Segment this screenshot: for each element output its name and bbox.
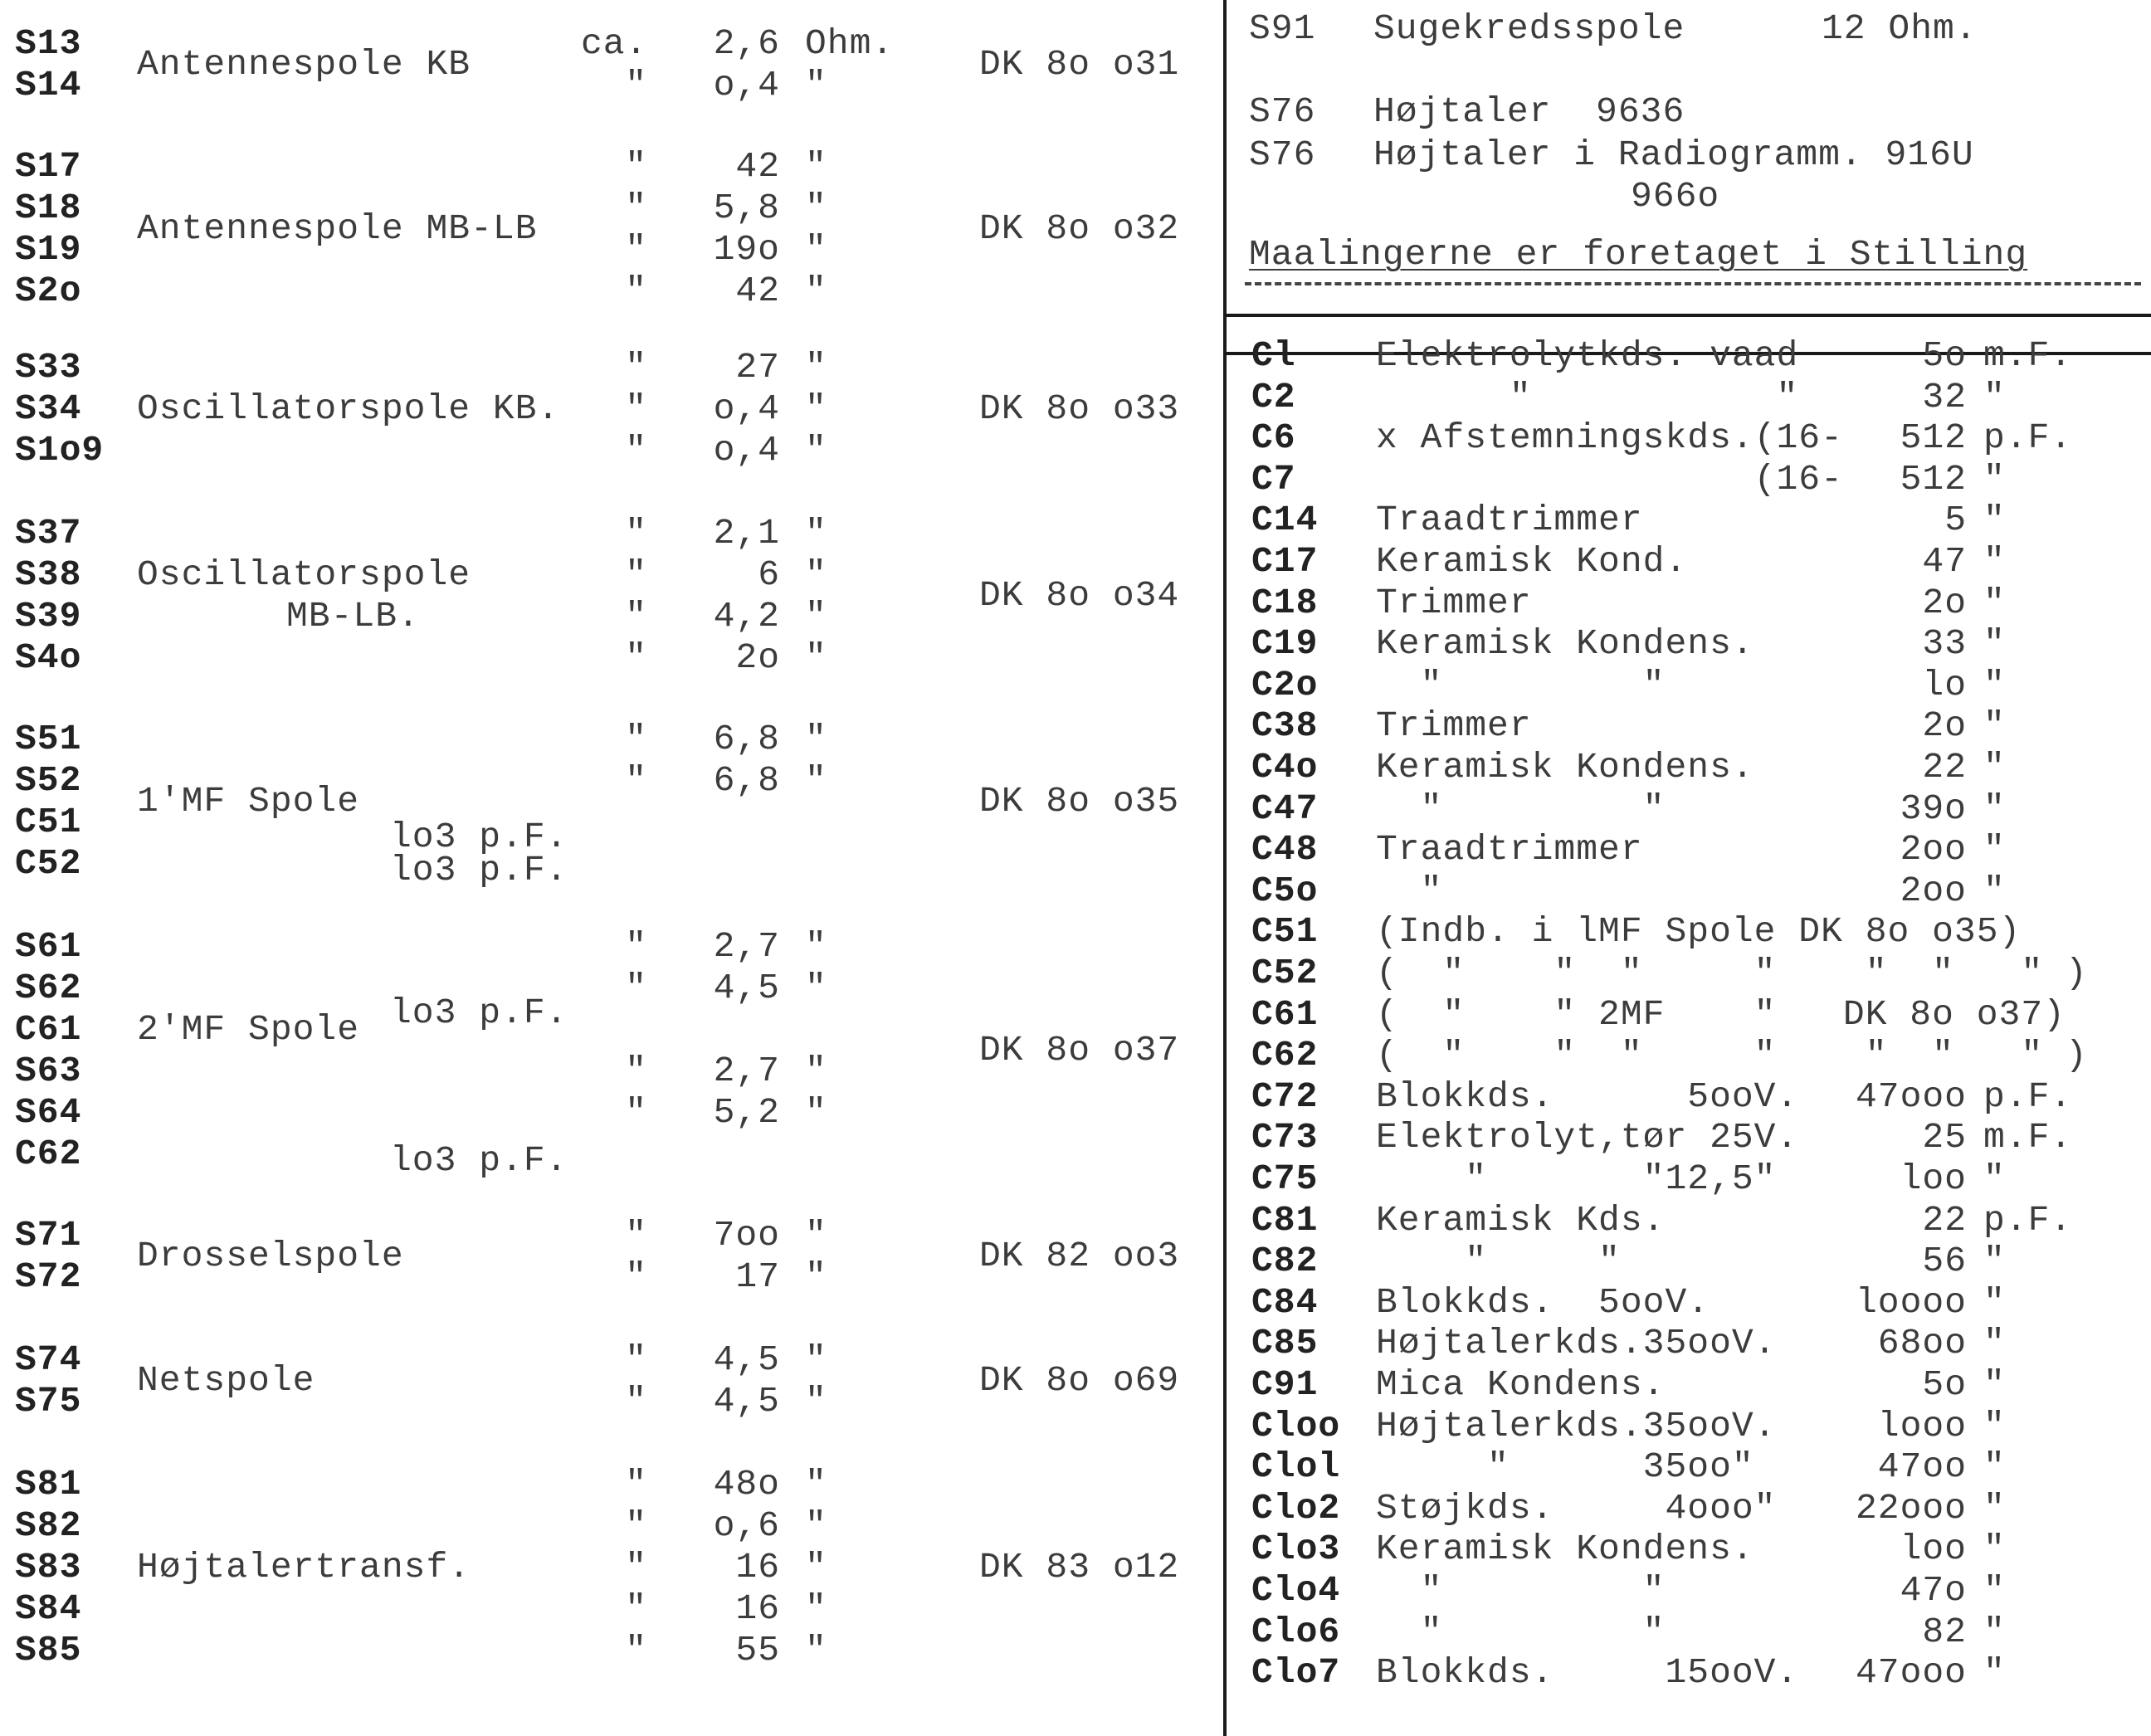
cap-unit: ": [1983, 376, 2006, 417]
cap-desc: ( " " 2MF " DK 8o o37): [1376, 993, 2066, 1035]
coil-name: Antennespole MB-LB: [137, 208, 538, 249]
cap-code: Clol: [1251, 1446, 1341, 1488]
coil-part-number: DK 8o o69: [979, 1360, 1180, 1401]
cap-desc: (Indb. i lMF Spole DK 8o o35): [1376, 911, 2022, 953]
cap-unit: ": [1983, 458, 2006, 500]
coil-value: 5,2: [713, 1092, 780, 1133]
s91-code: S91: [1249, 8, 1316, 49]
cap-unit: ": [1983, 870, 2006, 911]
cap-unit: ": [1983, 788, 2006, 829]
cap-value: 2oo: [1900, 870, 1967, 911]
coil-unit: ": [805, 637, 827, 678]
coil-value: 19o: [713, 229, 780, 270]
cap-code: C91: [1251, 1364, 1319, 1405]
cap-desc: Højtalerkds.35ooV.: [1376, 1323, 1777, 1364]
cap-desc: Traadtrimmer: [1376, 829, 1643, 870]
cap-unit: ": [1983, 829, 2006, 870]
cap-code: Cl: [1251, 335, 1296, 376]
coil-ditto: ": [625, 1339, 647, 1380]
note-dashed-underline: [1245, 282, 2141, 285]
coil-value: 4,5: [713, 1339, 780, 1380]
coil-code: S63: [15, 1051, 82, 1091]
cap-desc: Elektrolyt,tør 25V.: [1376, 1117, 1799, 1158]
cap-value: loooo: [1855, 1281, 1967, 1323]
coil-unit: ": [805, 146, 827, 187]
cap-unit: ": [1983, 1446, 2006, 1488]
cap-desc: " ": [1376, 1241, 1621, 1282]
vertical-divider: [1223, 0, 1227, 1736]
coil-ditto: ": [625, 926, 647, 967]
cap-code: C84: [1251, 1281, 1319, 1323]
cap-value: 22ooo: [1855, 1487, 1967, 1529]
cap-unit: ": [1983, 705, 2006, 747]
coil-unit: ": [805, 1381, 827, 1421]
cap-code: C2: [1251, 376, 1296, 417]
coil-name: 1'MF Spole: [137, 781, 360, 822]
coil-part-number: DK 83 o12: [979, 1547, 1180, 1587]
coil-ditto: ": [625, 596, 647, 636]
cap-desc: Trimmer: [1376, 582, 1532, 623]
cap-code: C7: [1251, 458, 1296, 500]
coil-ditto: ": [625, 1256, 647, 1297]
coil-code: S52: [15, 760, 82, 801]
coil-part-number: DK 8o o32: [979, 208, 1180, 249]
cap-unit: p.F.: [1983, 417, 2073, 459]
cap-value: 47: [1922, 541, 1967, 582]
coil-code: C62: [15, 1134, 82, 1174]
coil-ditto: ": [625, 1051, 647, 1091]
cap-value: 47o: [1900, 1570, 1967, 1611]
s91-value: 12 Ohm.: [1822, 8, 1978, 49]
s76a-text: Højtaler 9636: [1373, 91, 1685, 132]
cap-value: looo: [1877, 1405, 1967, 1446]
cap-desc: Blokkds. 15ooV.: [1376, 1652, 1799, 1694]
coil-code: S37: [15, 513, 82, 553]
coil-ditto: ": [625, 1381, 647, 1421]
cap-unit: ": [1983, 1281, 2006, 1323]
coil-ditto: ": [625, 146, 647, 187]
coil-ditto: ": [625, 719, 647, 759]
coil-ditto: ca.: [581, 23, 648, 64]
coil-cap-2: lo3 p.F.: [390, 1140, 568, 1181]
cap-desc: " 35oo": [1376, 1446, 1754, 1488]
coil-unit: ": [805, 1588, 827, 1629]
cap-code: C17: [1251, 541, 1319, 582]
cap-unit: ": [1983, 1652, 2006, 1694]
cap-unit: ": [1983, 664, 2006, 705]
cap-desc: Blokkds. 5ooV.: [1376, 1075, 1799, 1117]
cap-value: 47ooo: [1855, 1652, 1967, 1694]
cap-unit: ": [1983, 500, 2006, 541]
coil-value: 6: [758, 554, 780, 595]
cap-code: C52: [1251, 953, 1319, 993]
measurement-note: Maalingerne er foretaget i Stilling: [1249, 234, 2028, 275]
cap-value: 2o: [1922, 582, 1967, 623]
cap-desc: Keramisk Kds.: [1376, 1199, 1666, 1241]
coil-ditto: ": [625, 271, 647, 311]
coil-value: 55: [735, 1630, 780, 1670]
cap-code: C51: [1251, 911, 1319, 953]
coil-unit: ": [805, 188, 827, 228]
cap-code: C4o: [1251, 747, 1319, 788]
coil-part-number: DK 8o o35: [979, 781, 1180, 822]
cap-desc: Keramisk Kondens.: [1376, 1529, 1754, 1570]
cap-value: 5: [1944, 500, 1967, 541]
coil-value: 42: [735, 146, 780, 187]
coil-code: S38: [15, 554, 82, 595]
coil-code: S71: [15, 1215, 82, 1256]
coil-ditto: ": [625, 1547, 647, 1587]
coil-ditto: ": [625, 430, 647, 471]
cap-unit: p.F.: [1983, 1075, 2073, 1117]
coil-value: 48o: [713, 1464, 780, 1504]
cap-value: loo: [1900, 1529, 1967, 1570]
cap-value: loo: [1900, 1158, 1967, 1199]
cap-code: C19: [1251, 623, 1319, 665]
cap-desc: " ": [1376, 788, 1666, 829]
cap-desc: x Afstemningskds.(16-: [1376, 417, 1843, 459]
cap-unit: m.F.: [1983, 335, 2073, 376]
cap-code: Clo7: [1251, 1652, 1341, 1694]
coil-unit: ": [805, 554, 827, 595]
coil-code: S61: [15, 926, 82, 967]
cap-unit: ": [1983, 1487, 2006, 1529]
cap-desc: Trimmer: [1376, 705, 1532, 747]
cap-unit: ": [1983, 1570, 2006, 1611]
coil-code: S62: [15, 968, 82, 1008]
coil-ditto: ": [625, 1215, 647, 1256]
coil-unit: ": [805, 968, 827, 1008]
cap-value: 512: [1900, 458, 1967, 500]
cap-value: 2oo: [1900, 829, 1967, 870]
coil-code: S72: [15, 1256, 82, 1297]
cap-value: 39o: [1900, 788, 1967, 829]
cap-code: Clo4: [1251, 1570, 1341, 1611]
cap-value: 68oo: [1877, 1323, 1967, 1364]
coil-code: C61: [15, 1009, 82, 1050]
cap-value: 32: [1922, 376, 1967, 417]
coil-ditto: ": [625, 1588, 647, 1629]
coil-name: Oscillatorspole: [137, 554, 471, 595]
coil-code: S33: [15, 347, 82, 388]
cap-value: 22: [1922, 1199, 1967, 1241]
coil-unit: ": [805, 719, 827, 759]
coil-unit: Ohm.: [805, 23, 895, 64]
coil-ditto: ": [625, 1092, 647, 1133]
cap-desc: Keramisk Kondens.: [1376, 623, 1754, 665]
cap-value: 2o: [1922, 705, 1967, 747]
s76b-text: Højtaler i Radiogramm. 916U: [1373, 134, 1974, 175]
coil-part-number: DK 82 oo3: [979, 1236, 1180, 1276]
coil-unit: ": [805, 229, 827, 270]
coil-unit: ": [805, 596, 827, 636]
coil-value: o,4: [713, 388, 780, 429]
cap-value: 5o: [1922, 335, 1967, 376]
coil-value: 4,5: [713, 968, 780, 1008]
cap-code: C61: [1251, 993, 1319, 1035]
coil-unit: ": [805, 1630, 827, 1670]
coil-code: S19: [15, 229, 82, 270]
coil-unit: ": [805, 926, 827, 967]
coil-ditto: ": [625, 388, 647, 429]
coil-value: 16: [735, 1588, 780, 1629]
coil-code: S2o: [15, 271, 82, 311]
coil-unit: ": [805, 1215, 827, 1256]
cap-desc: Mica Kondens.: [1376, 1364, 1666, 1405]
cap-code: C38: [1251, 705, 1319, 747]
coil-code: S34: [15, 388, 82, 429]
coil-code: S74: [15, 1339, 82, 1380]
coil-ditto: ": [625, 188, 647, 228]
coil-code: S4o: [15, 637, 82, 678]
cap-code: C14: [1251, 500, 1319, 541]
cap-value: 33: [1922, 623, 1967, 665]
coil-code: S75: [15, 1381, 82, 1421]
coil-code: S82: [15, 1505, 82, 1546]
cap-value: 47oo: [1877, 1446, 1967, 1488]
coil-value: 6,8: [713, 760, 780, 801]
coil-code: S14: [15, 65, 82, 105]
coil-unit: ": [805, 1256, 827, 1297]
cap-desc: ( " " " " " " " ): [1376, 1035, 2088, 1076]
s76c-text: 966o: [1631, 176, 1720, 217]
coil-value: 2o: [735, 637, 780, 678]
cap-value: 56: [1922, 1241, 1967, 1282]
coil-code: S51: [15, 719, 82, 759]
cap-code: C47: [1251, 788, 1319, 829]
coil-unit: ": [805, 1051, 827, 1091]
cap-code: C62: [1251, 1035, 1319, 1076]
coil-unit: ": [805, 388, 827, 429]
coil-part-number: DK 8o o31: [979, 44, 1180, 85]
coil-value: o,6: [713, 1505, 780, 1546]
cap-desc: " ": [1376, 1611, 1666, 1652]
cap-code: Cloo: [1251, 1405, 1341, 1446]
coil-value: 4,5: [713, 1381, 780, 1421]
coil-unit: ": [805, 65, 827, 105]
coil-value: 7oo: [713, 1215, 780, 1256]
coil-value: 2,1: [713, 513, 780, 553]
coil-unit: ": [805, 271, 827, 311]
coil-unit: ": [805, 513, 827, 553]
cap-code: C85: [1251, 1323, 1319, 1364]
cap-value: 82: [1922, 1611, 1967, 1652]
coil-ditto: ": [625, 1464, 647, 1504]
cap-unit: ": [1983, 1241, 2006, 1282]
cap-desc: Højtalerkds.35ooV.: [1376, 1405, 1777, 1446]
cap-code: C18: [1251, 582, 1319, 623]
cap-code: C6: [1251, 417, 1296, 459]
cap-code: Clo2: [1251, 1487, 1341, 1529]
coil-cap-2: lo3 p.F.: [390, 850, 568, 890]
coil-code: S84: [15, 1588, 82, 1629]
cap-desc: " "12,5": [1376, 1158, 1777, 1199]
coil-part-number: DK 8o o37: [979, 1030, 1180, 1070]
coil-unit: ": [805, 1464, 827, 1504]
cap-desc: " ": [1376, 376, 1799, 417]
coil-cap-1: lo3 p.F.: [390, 817, 568, 857]
cap-code: C73: [1251, 1117, 1319, 1158]
coil-code: S18: [15, 188, 82, 228]
coil-unit: ": [805, 1092, 827, 1133]
cap-desc: " ": [1376, 1570, 1666, 1611]
coil-name: Drosselspole: [137, 1236, 404, 1276]
cap-desc: Blokkds. 5ooV.: [1376, 1281, 1710, 1323]
cap-code: C2o: [1251, 664, 1319, 705]
coil-code: C51: [15, 802, 82, 842]
coil-ditto: ": [625, 1505, 647, 1546]
coil-value: 2,7: [713, 926, 780, 967]
cap-code: C75: [1251, 1158, 1319, 1199]
cap-desc: Elektrolytkds. vaad: [1376, 335, 1799, 376]
cap-value: 47ooo: [1855, 1075, 1967, 1117]
s91-name: Sugekredsspole: [1373, 8, 1685, 49]
cap-unit: ": [1983, 1611, 2006, 1652]
coil-code: S17: [15, 146, 82, 187]
cap-unit: ": [1983, 1158, 2006, 1199]
coil-name: 2'MF Spole: [137, 1009, 360, 1050]
coil-part-number: DK 8o o33: [979, 388, 1180, 429]
cap-unit: ": [1983, 1323, 2006, 1364]
coil-name-2: MB-LB.: [286, 596, 420, 636]
coil-value: 6,8: [713, 719, 780, 759]
coil-ditto: ": [625, 65, 647, 105]
cap-value: 5o: [1922, 1364, 1967, 1405]
coil-ditto: ": [625, 513, 647, 553]
cap-desc: Keramisk Kond.: [1376, 541, 1688, 582]
cap-unit: ": [1983, 1405, 2006, 1446]
cap-desc: ( " " " " " " " ): [1376, 953, 2088, 993]
cap-unit: ": [1983, 582, 2006, 623]
coil-ditto: ": [625, 968, 647, 1008]
coil-value: 2,7: [713, 1051, 780, 1091]
coil-value: 2,6: [713, 23, 780, 64]
cap-unit: ": [1983, 747, 2006, 788]
coil-ditto: ": [625, 229, 647, 270]
cap-unit: m.F.: [1983, 1117, 2073, 1158]
coil-value: 5,8: [713, 188, 780, 228]
coil-ditto: ": [625, 637, 647, 678]
coil-name: Netspole: [137, 1360, 315, 1401]
cap-value: 512: [1900, 417, 1967, 459]
coil-value: 17: [735, 1256, 780, 1297]
coil-unit: ": [805, 1547, 827, 1587]
cap-value: lo: [1922, 664, 1967, 705]
horizontal-divider-top: [1227, 314, 2151, 317]
coil-code: S83: [15, 1547, 82, 1587]
coil-unit: ": [805, 430, 827, 471]
cap-unit: ": [1983, 623, 2006, 665]
coil-unit: ": [805, 1505, 827, 1546]
cap-desc: ": [1376, 870, 1443, 911]
coil-value: o,4: [713, 430, 780, 471]
cap-code: C48: [1251, 829, 1319, 870]
cap-value: 22: [1922, 747, 1967, 788]
cap-unit: ": [1983, 541, 2006, 582]
cap-desc: Keramisk Kondens.: [1376, 747, 1754, 788]
coil-name: Oscillatorspole KB.: [137, 388, 560, 429]
cap-desc: Støjkds. 4ooo": [1376, 1487, 1777, 1529]
coil-unit: ": [805, 1339, 827, 1380]
coil-cap-1: lo3 p.F.: [390, 992, 568, 1033]
coil-name: Antennespole KB: [137, 44, 471, 85]
coil-code: S64: [15, 1092, 82, 1133]
coil-code: S13: [15, 23, 82, 64]
coil-value: 42: [735, 271, 780, 311]
coil-ditto: ": [625, 347, 647, 388]
coil-value: 16: [735, 1547, 780, 1587]
coil-name: Højtalertransf.: [137, 1547, 471, 1587]
cap-code: C82: [1251, 1241, 1319, 1282]
cap-unit: ": [1983, 1529, 2006, 1570]
cap-code: Clo6: [1251, 1611, 1341, 1652]
coil-ditto: ": [625, 554, 647, 595]
coil-value: 4,2: [713, 596, 780, 636]
cap-desc: " ": [1376, 664, 1666, 705]
cap-desc: Traadtrimmer: [1376, 500, 1643, 541]
s76a-code: S76: [1249, 91, 1316, 132]
coil-code: S39: [15, 596, 82, 636]
cap-value: 25: [1922, 1117, 1967, 1158]
cap-unit: ": [1983, 1364, 2006, 1405]
cap-unit: p.F.: [1983, 1199, 2073, 1241]
coil-code: C52: [15, 843, 82, 884]
coil-code: S81: [15, 1464, 82, 1504]
cap-code: C72: [1251, 1075, 1319, 1117]
coil-code: S1o9: [15, 430, 105, 471]
coil-value: o,4: [713, 65, 780, 105]
coil-ditto: ": [625, 1630, 647, 1670]
cap-code: C81: [1251, 1199, 1319, 1241]
coil-unit: ": [805, 347, 827, 388]
cap-desc: (16-: [1376, 458, 1843, 500]
s76b-code: S76: [1249, 134, 1316, 175]
coil-value: 27: [735, 347, 780, 388]
cap-code: C5o: [1251, 870, 1319, 911]
coil-code: S85: [15, 1630, 82, 1670]
coil-ditto: ": [625, 760, 647, 801]
coil-unit: ": [805, 760, 827, 801]
coil-part-number: DK 8o o34: [979, 575, 1180, 616]
cap-code: Clo3: [1251, 1529, 1341, 1570]
